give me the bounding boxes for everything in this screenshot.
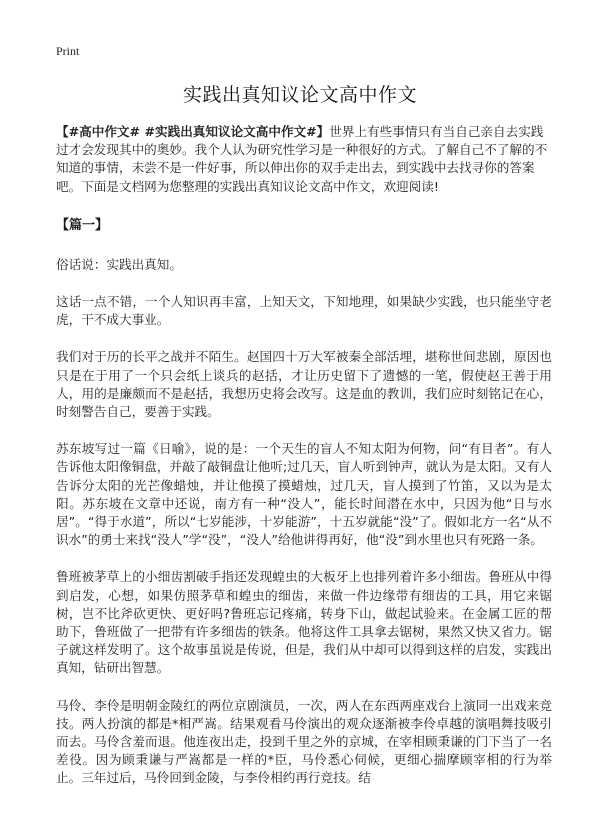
intro-tags: 【#高中作文# #实践出真知议论文高中作文#】 <box>56 124 330 139</box>
paragraph-2: 这话一点不错，一个人知识再丰富，上知天文，下知地理，如果缺少实践，也只能坐守老虎，干不成大事业。 <box>56 294 552 328</box>
document-title: 实践出真知议论文高中作文 <box>182 84 417 106</box>
paragraph-4: 苏东坡写过一篇《日喻》，说的是：一个天生的盲人不知太阳为何物，问“有目者”。有人告诉他太阳像铜盘，并敲了敲铜盘让他听;过几天，盲人听到钟声，就认为是太阳。又有人告诉分太阳的光芒像蜡烛，并让他摸了摸蜡烛，过几天，盲人摸到了竹笛，又以为是太阳。苏东坡在文章中还说，南方有一种“没人”，能长时间潜在水中，只因为他“日与水居”。“得于水道”，所以“七岁能涉，十岁能游”，十五岁就能“没”了。假如北方一名“从不识水”的勇士来找“没人”学“没”，“没人”给他讲得再好，他“没”到水里也只有死路一条。 <box>56 441 552 548</box>
paragraph-5: 鲁班被茅草上的小细齿割破手指还发现蝗虫的大板牙上也排列着许多小细齿。鲁班从中得到启发，心想，如果仿照茅草和蝗虫的细齿，来做一件边缘带有细齿的工具，用它来锯树，岂不比斧砍更快、更好吗?鲁班忘记疼痛，转身下山，做起试验来。在金属工匠的帮助下，鲁班做了一把带有许多细齿的铁条。他将这件工具拿去锯树，果然又快又省力。锯子就这样发明了。这个故事虽说是传说，但是，我们从中却可以得到这样的启发，实践出真知，钻研出智慧。 <box>56 569 552 676</box>
intro-paragraph <box>56 123 552 196</box>
section-heading: 【篇一】 <box>56 217 109 233</box>
paragraph-6: 马伶、李伶是明朝金陵红的两位京剧演员，一次，两人在东西两座戏台上演同一出戏来竞技。两人扮演的都是*相严嵩。结果观看马伶演出的观众逐渐被李伶卓越的演唱舞技吸引而去。马伶含羞而退。他连夜出走，投到千里之外的京城，在宰相顾秉谦的门下当了一名差役。因为顾秉谦与严嵩都是一样的*臣，马伶悉心伺候，更细心揣摩顾宰相的行为举止。三年过后，马伶回到金陵，与李伶相约再行竞技。结 <box>56 697 552 786</box>
print-link[interactable]: Print <box>56 44 80 58</box>
intro-text: 世界上有些事情只有当自己亲自去实践过才会发现其中的奥妙。我个人认为研究性学习是一种很好的方式。了解自己不了解的不知道的事情，未尝不是一件好事，所以伸出你的双手走出去，到实践中去找寻你的答案吧。下面是文档网为您整理的实践出真知议论文高中作文，欢迎阅读! <box>56 124 548 194</box>
paragraph-3: 我们对于历的长平之战并不陌生。赵国四十万大军被秦全部活埋，堪称世间悲剧，原因也只是在于用了一个只会纸上谈兵的赵括，才让历史留下了遗憾的一笔，假使赵王善于用人，用的是廉颇而不是赵括，我想历史将会改写。这是血的教训，我们应时刻铭记在心，时刻警告自己，要善于实践。 <box>56 349 552 420</box>
paragraph-1: 俗话说：实践出真知。 <box>56 256 182 272</box>
document-body <box>56 123 552 788</box>
